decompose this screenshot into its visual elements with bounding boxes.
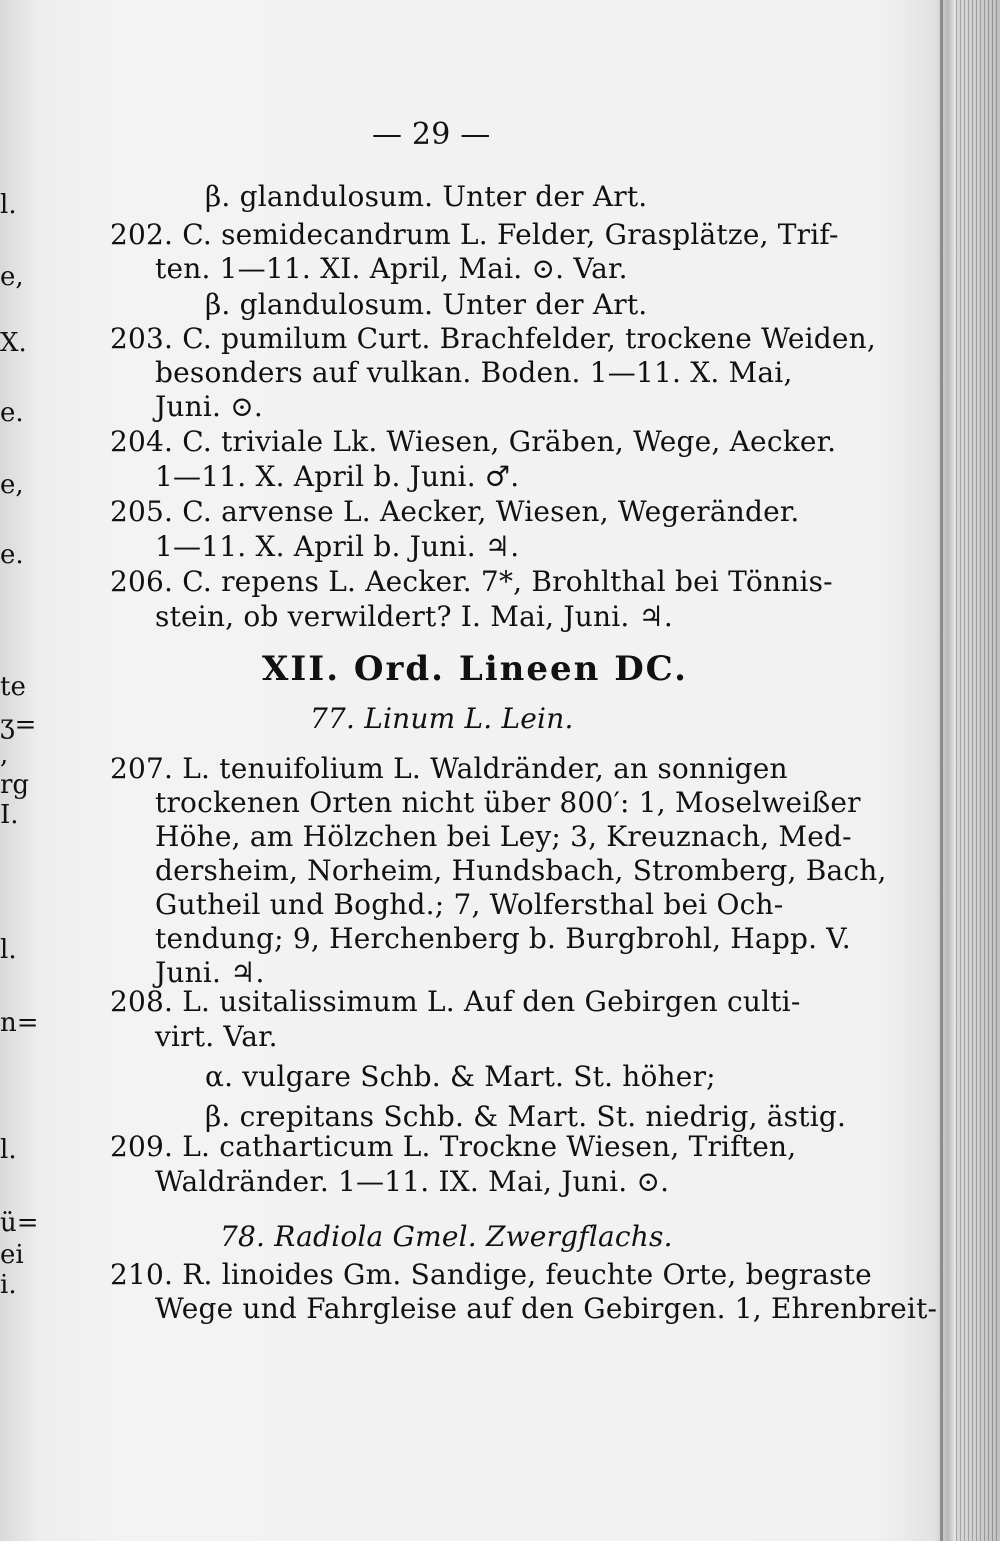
margin-fragment: l. [0,190,17,220]
text-line: Gutheil und Boghd.; 7, Wolfersthal bei Och- [155,888,784,921]
text-line: tendung; 9, Herchenberg b. Burgbrohl, Happ. V. [155,922,851,955]
margin-fragment: ü= [0,1208,39,1238]
text-line: Juni. ⊙. [155,390,264,423]
text-line: Höhe, am Hölzchen bei Ley; 3, Kreuznach, Med- [155,820,852,853]
text-line: trockenen Orten nicht über 800′: 1, Moselweißer [155,786,861,819]
text-line: ten. 1—11. XI. April, Mai. ⊙. Var. [155,252,628,285]
text-line: virt. Var. [155,1020,278,1053]
margin-fragment: ei [0,1240,24,1270]
text-line: 207. L. tenuifolium L. Waldränder, an sonnigen [110,752,788,785]
text-line: 210. R. linoides Gm. Sandige, feuchte Orte, begraste [110,1258,872,1291]
order-heading: XII. Ord. Lineen DC. [262,649,688,689]
text-line: Wege und Fahrgleise auf den Gebirgen. 1, Ehrenbreit- [155,1292,938,1325]
margin-fragment: l. [0,1135,17,1165]
margin-fragment: , [0,740,9,770]
margin-fragment: te [0,672,26,702]
margin-fragment: I. [0,800,19,830]
margin-fragment: ʒ= [0,710,37,740]
text-line: dersheim, Norheim, Hundsbach, Stromberg, Bach, [155,854,887,887]
text-line: β. glandulosum. Unter der Art. [205,180,648,213]
margin-fragment: e. [0,398,24,428]
text-line: α. vulgare Schb. & Mart. St. höher; [205,1060,716,1093]
text-line: Juni. ♃. [155,956,265,989]
text-line: 206. C. repens L. Aecker. 7*, Brohlthal bei Tönnis- [110,565,833,598]
margin-fragment: e. [0,540,24,570]
text-line: besonders auf vulkan. Boden. 1—11. X. Mai, [155,356,793,389]
genus-heading: 78. Radiola Gmel. Zwergflachs. [220,1220,673,1253]
text-line: 1—11. X. April b. Juni. ♂. [155,460,520,493]
margin-fragment: l. [0,935,17,965]
text-line: β. glandulosum. Unter der Art. [205,288,648,321]
text-line: 204. C. triviale Lk. Wiesen, Gräben, Wege, Aecker. [110,425,837,458]
text-line: 208. L. usitalissimum L. Auf den Gebirgen culti- [110,985,801,1018]
text-line: 205. C. arvense L. Aecker, Wiesen, Wegeränder. [110,495,800,528]
margin-fragment: e, [0,470,24,500]
page-gutter [940,0,943,1541]
text-line: 202. C. semidecandrum L. Felder, Grasplätze, Trif- [110,218,839,251]
text-line: 1—11. X. April b. Juni. ♃. [155,530,520,563]
page-number: — 29 — [372,117,491,152]
text-line: β. crepitans Schb. & Mart. St. niedrig, ästig. [205,1100,847,1133]
text-line: Waldränder. 1—11. IX. Mai, Juni. ⊙. [155,1165,670,1198]
margin-fragment: X. [0,328,27,358]
margin-fragment: i. [0,1270,17,1300]
margin-fragment: e, [0,262,24,292]
text-line: 203. C. pumilum Curt. Brachfelder, trockene Weiden, [110,322,876,355]
genus-heading: 77. Linum L. Lein. [310,702,574,735]
page-edges [956,0,1000,1541]
text-line: 209. L. catharticum L. Trockne Wiesen, Triften, [110,1130,797,1163]
text-line: stein, ob verwildert? I. Mai, Juni. ♃. [155,600,673,633]
margin-fragment: n= [0,1008,39,1038]
margin-fragment: rg [0,770,30,800]
